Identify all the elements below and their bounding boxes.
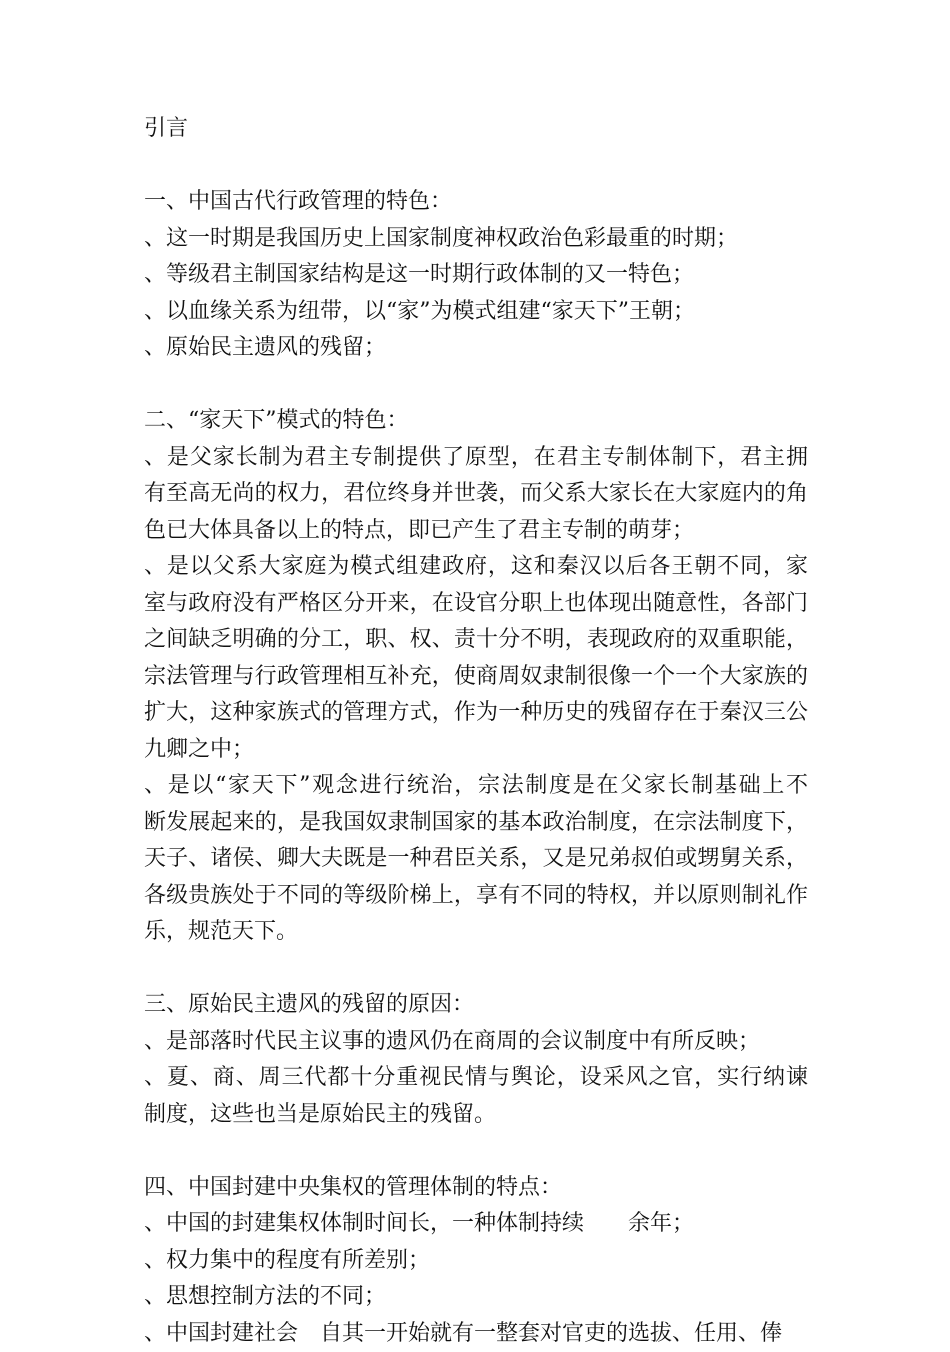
paragraph-line: 、是以“家天下”观念进行统治，宗法制度是在父家长制基础上不	[144, 768, 808, 805]
spacer	[144, 148, 808, 185]
section-heading-1: 一、中国古代行政管理的特色：	[144, 184, 808, 221]
line-fragment: 、中国的封建集权体制时间长，一种体制持续	[144, 1211, 584, 1236]
paragraph-line	[144, 1316, 808, 1352]
paragraph-line: 、权力集中的程度有所差别；	[144, 1243, 808, 1280]
document-title: 引言	[144, 111, 808, 148]
spacer	[144, 951, 808, 988]
paragraph-line: 宗法管理与行政管理相互补充，使商周奴隶制很像一个一个大家族的	[144, 659, 808, 696]
section-heading-4: 四、中国封建中央集权的管理体制的特点：	[144, 1170, 808, 1207]
paragraph-line: 、原始民主遗风的残留；	[144, 330, 808, 367]
paragraph-line: 、思想控制方法的不同；	[144, 1279, 808, 1316]
paragraph-line: 、是以父系大家庭为模式组建政府，这和秦汉以后各王朝不同，家	[144, 549, 808, 586]
paragraph-line: 各级贵族处于不同的等级阶梯上，享有不同的特权，并以原则制礼作	[144, 878, 808, 915]
paragraph-line: 之间缺乏明确的分工，职、权、责十分不明，表现政府的双重职能，	[144, 622, 808, 659]
paragraph-line: 九卿之中；	[144, 732, 808, 769]
spacer	[144, 367, 808, 404]
paragraph-line: 制度，这些也当是原始民主的残留。	[144, 1097, 808, 1134]
paragraph-line: 天子、诸侯、卿大夫既是一种君臣关系，又是兄弟叔伯或甥舅关系，	[144, 841, 808, 878]
paragraph-line: 、夏、商、周三代都十分重视民情与舆论，设采风之官，实行纳谏	[144, 1060, 808, 1097]
paragraph-line: 乐，规范天下。	[144, 914, 808, 951]
paragraph-line: 、这一时期是我国历史上国家制度神权政治色彩最重的时期；	[144, 221, 808, 258]
section-heading-3: 三、原始民主遗风的残留的原因：	[144, 987, 808, 1024]
paragraph-line: 、是父家长制为君主专制提供了原型，在君主专制体制下，君主拥	[144, 440, 808, 477]
spacer	[144, 1133, 808, 1170]
paragraph-line	[144, 1206, 808, 1243]
paragraph-line: 色已大体具备以上的特点，即已产生了君主专制的萌芽；	[144, 513, 808, 550]
paragraph-line: 扩大，这种家族式的管理方式，作为一种历史的残留存在于秦汉三公	[144, 695, 808, 732]
paragraph-line: 断发展起来的，是我国奴隶制国家的基本政治制度，在宗法制度下，	[144, 805, 808, 842]
line-fragment: 余年；	[628, 1211, 694, 1236]
paragraph-line: 、以血缘关系为纽带，以“家”为模式组建“家天下”王朝；	[144, 294, 808, 331]
document-body	[144, 111, 808, 1352]
section-heading-2: 二、“家天下”模式的特色：	[144, 403, 808, 440]
line-fragment: 自其一开始就有一整套对官吏的选拔、任用、俸	[320, 1321, 782, 1346]
paragraph-line: 有至高无尚的权力，君位终身并世袭，而父系大家长在大家庭内的角	[144, 476, 808, 513]
paragraph-line: 、是部落时代民主议事的遗风仍在商周的会议制度中有所反映；	[144, 1024, 808, 1061]
paragraph-line: 室与政府没有严格区分开来，在设官分职上也体现出随意性，各部门	[144, 586, 808, 623]
paragraph-line: 、等级君主制国家结构是这一时期行政体制的又一特色；	[144, 257, 808, 294]
line-fragment: 、中国封建社会	[144, 1321, 298, 1346]
